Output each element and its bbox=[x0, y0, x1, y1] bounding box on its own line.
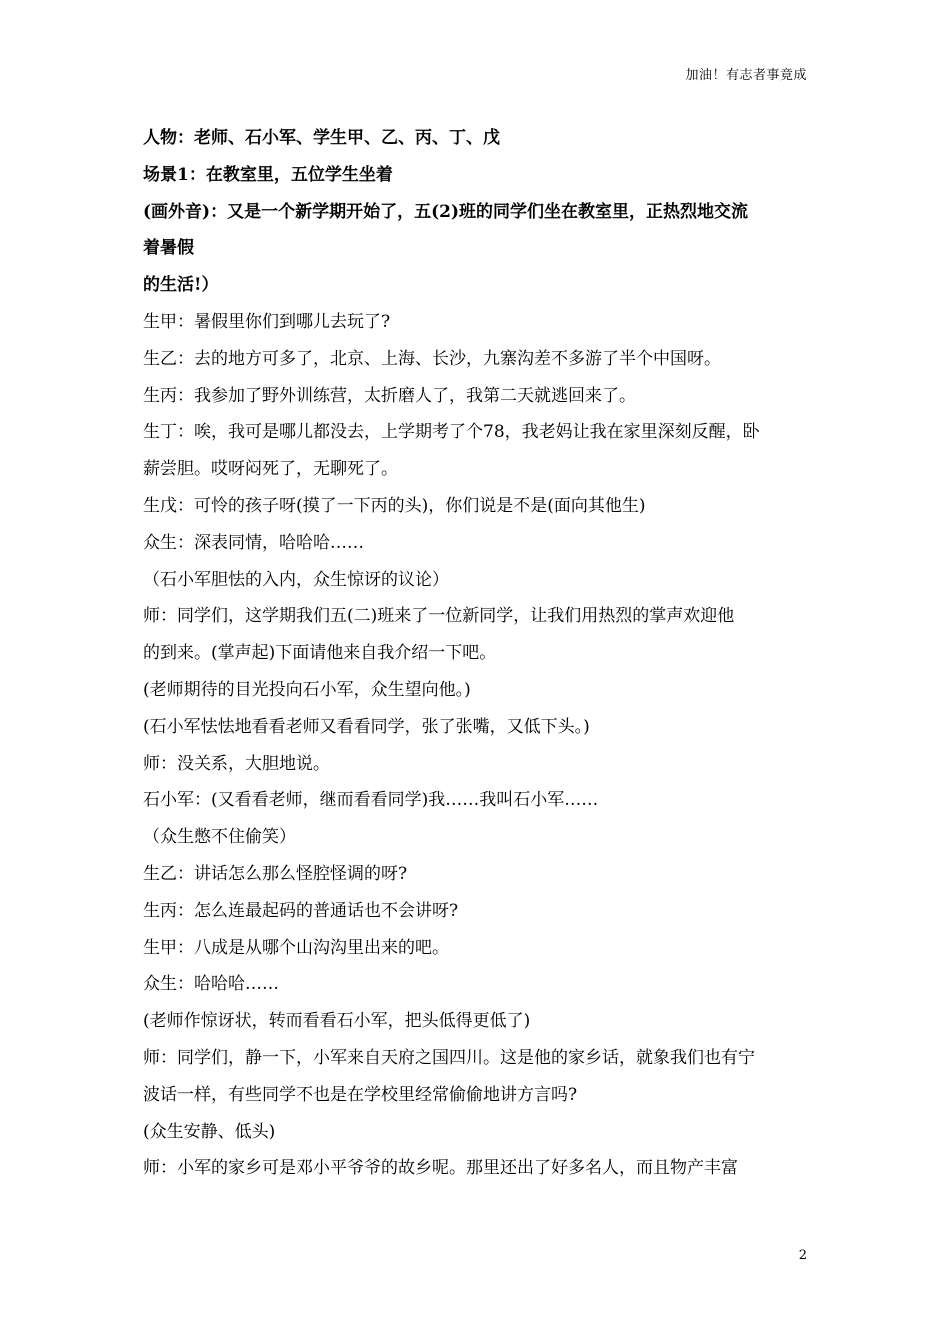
dialogue-line: 众生：哈哈哈…… bbox=[143, 974, 279, 995]
dialogue-line: 众生：深表同情，哈哈哈…… bbox=[143, 532, 364, 553]
dialogue-line: 生乙：讲话怎么那么怪腔怪调的呀? bbox=[143, 863, 408, 884]
dialogue-line: 生丙：怎么连最起码的普通话也不会讲呀? bbox=[143, 900, 459, 921]
dialogue-line: 石小军：(又看看老师，继而看看同学)我……我叫石小军…… bbox=[143, 790, 599, 811]
dialogue-line: 薪尝胆。哎呀闷死了，无聊死了。 bbox=[143, 459, 398, 480]
dialogue-line: 生丙：我参加了野外训练营，太折磨人了，我第二天就逃回来了。 bbox=[143, 385, 636, 406]
dialogue-line: 师：小军的家乡可是邓小平爷爷的故乡呢。那里还出了好多名人，而且物产丰富 bbox=[143, 1158, 738, 1179]
header-slogan: 加油！有志者事竟成 bbox=[685, 68, 807, 83]
voiceover-line: (画外音)：又是一个新学期开始了，五(2)班的同学们坐在教室里，正热烈地交流 bbox=[143, 201, 749, 222]
scene-heading: 场景1：在教室里，五位学生坐着 bbox=[143, 164, 393, 185]
page-number: 2 bbox=[798, 1248, 807, 1263]
dialogue-line: 师：同学们，这学期我们五(二)班来了一位新同学，让我们用热烈的掌声欢迎他 bbox=[143, 606, 735, 627]
dialogue-line: 波话一样，有些同学不也是在学校里经常偷偷地讲方言吗? bbox=[143, 1084, 578, 1105]
voiceover-line: 的生活!） bbox=[143, 275, 219, 296]
dialogue-line: 的到来。(掌声起)下面请他来自我介绍一下吧。 bbox=[143, 643, 497, 664]
script-body bbox=[143, 120, 811, 1187]
stage-direction: （石小军胆怯的入内，众生惊讶的议论） bbox=[143, 569, 449, 590]
dialogue-line: 师：同学们，静一下，小军来自天府之国四川。这是他的家乡话，就象我们也有宁 bbox=[143, 1047, 755, 1068]
stage-direction: (老师作惊讶状，转而看看石小军，把头低得更低了) bbox=[143, 1011, 531, 1032]
stage-direction: (众生安静、低头) bbox=[143, 1121, 276, 1142]
stage-direction: （众生憋不住偷笑） bbox=[143, 827, 296, 848]
voiceover-line: 着暑假 bbox=[143, 238, 194, 259]
dialogue-line: 生乙：去的地方可多了，北京、上海、长沙，九寨沟差不多游了半个中国呀。 bbox=[143, 348, 721, 369]
dialogue-line: 生丁：唉，我可是哪儿都没去，上学期考了个78，我老妈让我在家里深刻反醒，卧 bbox=[143, 422, 760, 443]
dialogue-line: 生甲：八成是从哪个山沟沟里出来的吧。 bbox=[143, 937, 449, 958]
stage-direction: (老师期待的目光投向石小军，众生望向他。) bbox=[143, 679, 471, 700]
dialogue-line: 师：没关系，大胆地说。 bbox=[143, 753, 330, 774]
cast-line: 人物：老师、石小军、学生甲、乙、丙、丁、戊 bbox=[143, 128, 500, 148]
dialogue-line: 生戊：可怜的孩子呀(摸了一下丙的头)，你们说是不是(面向其他生) bbox=[143, 495, 646, 516]
stage-direction: (石小军怯怯地看看老师又看看同学，张了张嘴，又低下头。) bbox=[143, 716, 590, 737]
dialogue-line: 生甲：暑假里你们到哪儿去玩了? bbox=[143, 311, 391, 332]
